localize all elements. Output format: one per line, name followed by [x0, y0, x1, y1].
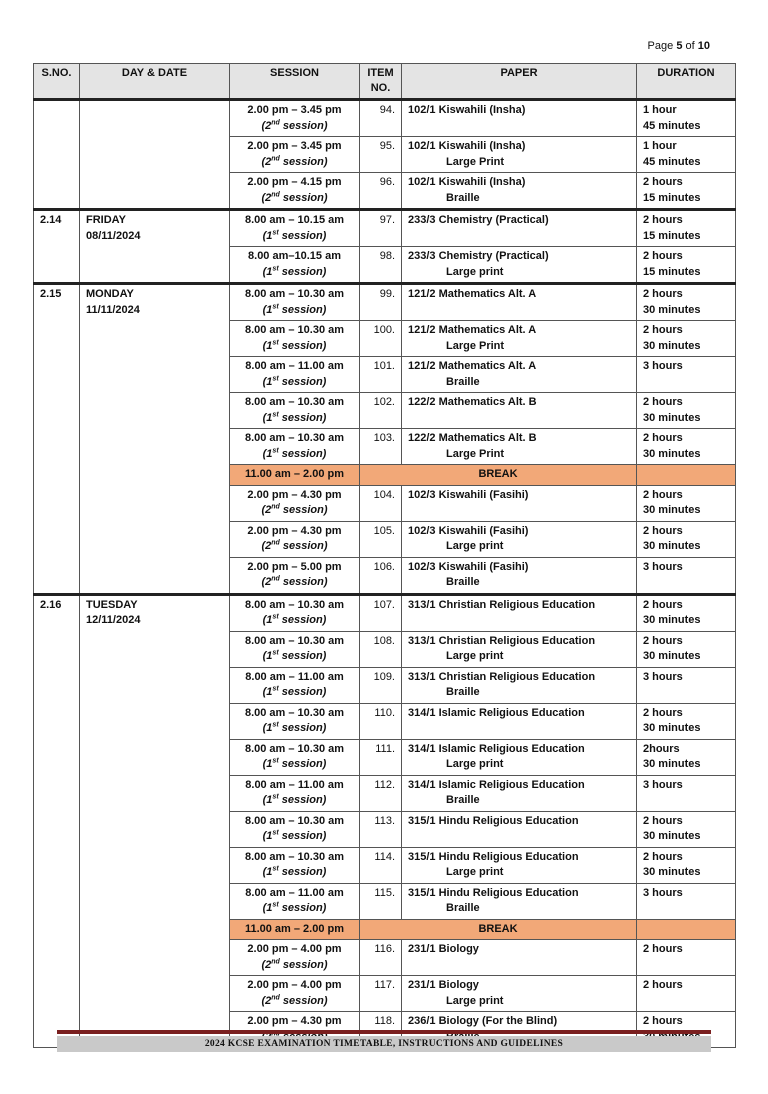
paper-code: 313/1: [408, 598, 436, 611]
paper-code: 231/1: [408, 943, 436, 955]
session-time: 2.00 pm – 4.30 pm: [247, 1015, 342, 1027]
table-row: [34, 210, 736, 247]
duration-hours: 3 hours: [643, 778, 683, 791]
session-label: (1st session): [262, 302, 327, 316]
paper-name: Mathematics Alt. B: [438, 396, 537, 408]
paper-name: Kiswahili (Fasihi): [438, 524, 529, 537]
session-label: (1st session): [262, 649, 327, 662]
session-cell: [230, 210, 360, 247]
session-time: 8.00 am – 11.00 am: [245, 778, 344, 791]
duration-hours: 2 hours: [643, 943, 683, 955]
duration-cell: [637, 883, 736, 919]
duration-cell: [637, 485, 736, 521]
duration-cell: [637, 557, 736, 594]
duration-minutes: 30 minutes: [643, 722, 701, 734]
duration-minutes: 30 minutes: [643, 504, 701, 516]
paper-name: Islamic Religious Education: [438, 706, 585, 719]
paper-name: Islamic Religious Education: [438, 778, 585, 791]
session-cell: [230, 739, 360, 775]
duration-hours: 2 hours: [643, 524, 683, 537]
session-time: 8.00 am – 11.00 am: [245, 360, 344, 372]
item-number-cell: 113.: [360, 811, 402, 847]
session-cell: [230, 940, 360, 976]
paper-code: 315/1: [408, 850, 436, 863]
session-cell: [230, 485, 360, 521]
table-row: [34, 100, 736, 137]
item-number-cell: 97.: [360, 210, 402, 247]
duration-hours: 3 hours: [643, 670, 683, 683]
paper-code: 122/2: [408, 432, 436, 444]
session-cell: [230, 631, 360, 667]
day-name: TUESDAY: [86, 598, 138, 611]
paper-code: 102/3: [408, 524, 436, 537]
session-label: (2nd session): [261, 539, 328, 552]
paper-variant: Large print: [446, 866, 504, 878]
paper-cell: [402, 284, 637, 321]
duration-cell: [637, 173, 736, 210]
duration-hours: 3 hours: [643, 560, 683, 573]
duration-cell: [637, 521, 736, 557]
session-label: (1st session): [262, 793, 327, 806]
session-label: (2nd session): [261, 190, 328, 204]
paper-variant: Large Print: [446, 155, 505, 168]
session-cell: [230, 521, 360, 557]
paper-code: 233/3: [408, 250, 436, 262]
paper-code: 314/1: [408, 706, 436, 719]
day-name: FRIDAY: [86, 214, 126, 226]
duration-hours: 2 hours: [643, 432, 683, 444]
duration-cell: [637, 976, 736, 1012]
duration-cell: [637, 429, 736, 465]
duration-minutes: 15 minutes: [643, 229, 701, 242]
header-day-date: DAY & DATE: [80, 64, 230, 100]
break-time-cell: 11.00 am – 2.00 pm: [230, 465, 360, 486]
session-time: 8.00 am – 10.15 am: [244, 214, 345, 226]
duration-hours: 2 hours: [643, 1015, 683, 1027]
paper-cell: [402, 485, 637, 521]
item-number-cell: 111.: [360, 739, 402, 775]
session-label: (1st session): [262, 721, 327, 734]
paper-variant: Large print: [446, 540, 504, 552]
page-label: Page: [647, 40, 674, 52]
session-label: (1st session): [262, 865, 327, 878]
session-label: (1st session): [262, 613, 327, 626]
session-time: 2.00 pm – 4.00 pm: [247, 943, 342, 955]
break-label: BREAK: [360, 919, 637, 940]
break-time-cell: 11.00 am – 2.00 pm: [230, 919, 360, 940]
paper-cell: [402, 847, 637, 883]
duration-minutes: 30 minutes: [643, 339, 701, 352]
duration-minutes: 30 minutes: [643, 411, 701, 424]
page-footer: 2024 KCSE EXAMINATION TIMETABLE, INSTRUCTIONS AND GUIDELINES: [57, 1036, 711, 1052]
paper-name: Kiswahili (Insha): [438, 140, 526, 152]
session-label: (1st session): [262, 829, 327, 842]
item-number-cell: 114.: [360, 847, 402, 883]
paper-name: Islamic Religious Education: [438, 742, 585, 755]
paper-cell: [402, 210, 637, 247]
paper-name: Christian Religious Education: [438, 670, 596, 683]
duration-cell: [637, 739, 736, 775]
duration-hours: 3 hours: [643, 886, 683, 899]
duration-cell: [637, 321, 736, 357]
paper-code: 102/3: [408, 488, 436, 501]
session-label: (1st session): [262, 685, 327, 698]
duration-hours: 2hours: [643, 742, 680, 755]
duration-cell: [637, 247, 736, 284]
session-cell: [230, 357, 360, 393]
paper-cell: [402, 703, 637, 739]
paper-cell: [402, 521, 637, 557]
duration-hours: 2 hours: [643, 288, 683, 300]
session-time: 8.00 am–10.15 am: [248, 250, 341, 262]
item-number-cell: 101.: [360, 357, 402, 393]
item-number-cell: 108.: [360, 631, 402, 667]
paper-code: 314/1: [408, 778, 436, 791]
paper-code: 236/1: [408, 1015, 436, 1027]
paper-name: Biology (For the Blind): [438, 1015, 558, 1027]
paper-code: 313/1: [408, 634, 436, 647]
table-row: [34, 284, 736, 321]
session-cell: [230, 321, 360, 357]
paper-code: 233/3: [408, 214, 436, 226]
paper-code: 121/2: [408, 360, 436, 372]
session-cell: [230, 976, 360, 1012]
day-date-cell: [80, 594, 230, 1048]
duration-hours: 2 hours: [643, 850, 683, 863]
serial-number-cell: 2.15: [34, 284, 80, 595]
session-cell: [230, 100, 360, 137]
session-cell: [230, 883, 360, 919]
paper-code: 122/2: [408, 396, 436, 408]
duration-cell: [637, 667, 736, 703]
paper-variant: Braille: [446, 794, 480, 806]
duration-hours: 2 hours: [643, 396, 683, 408]
session-cell: [230, 393, 360, 429]
paper-code: 121/2: [408, 288, 436, 300]
day-date-cell: [80, 210, 230, 284]
paper-cell: [402, 429, 637, 465]
header-paper: PAPER: [402, 64, 637, 100]
session-label: (1st session): [262, 374, 327, 388]
day-date-cell: [80, 284, 230, 595]
break-duration-cell: [637, 465, 736, 486]
session-time: 8.00 am – 10.30 am: [244, 324, 345, 336]
item-number-cell: 107.: [360, 594, 402, 631]
session-time: 8.00 am – 10.30 am: [244, 396, 345, 408]
duration-hours: 2 hours: [643, 176, 683, 188]
duration-cell: [637, 284, 736, 321]
item-number-cell: 102.: [360, 393, 402, 429]
paper-name: Kiswahili (Fasihi): [438, 560, 529, 573]
session-cell: [230, 557, 360, 594]
paper-name: Christian Religious Education: [438, 634, 596, 647]
session-label: (2nd session): [261, 118, 328, 132]
paper-name: Chemistry (Practical): [438, 250, 549, 262]
paper-name: Hindu Religious Education: [438, 814, 579, 827]
paper-name: Chemistry (Practical): [438, 214, 549, 226]
item-number-cell: 99.: [360, 284, 402, 321]
session-cell: [230, 847, 360, 883]
date-value: 11/11/2024: [86, 303, 140, 316]
item-number-cell: 98.: [360, 247, 402, 284]
paper-cell: [402, 940, 637, 976]
paper-cell: [402, 137, 637, 173]
table-row: [34, 594, 736, 631]
session-label: (2nd session): [261, 503, 328, 516]
duration-hours: 2 hours: [643, 814, 683, 827]
session-label: (1st session): [262, 410, 327, 424]
paper-code: 121/2: [408, 324, 436, 336]
duration-hours: 1 hour: [643, 140, 677, 152]
paper-cell: [402, 594, 637, 631]
paper-cell: [402, 775, 637, 811]
session-cell: [230, 594, 360, 631]
duration-cell: [637, 100, 736, 137]
duration-cell: [637, 393, 736, 429]
duration-hours: 2 hours: [643, 488, 683, 501]
paper-code: 315/1: [408, 886, 436, 899]
paper-cell: [402, 811, 637, 847]
session-cell: [230, 429, 360, 465]
paper-name: Mathematics Alt. B: [438, 432, 537, 444]
duration-hours: 2 hours: [643, 706, 683, 719]
paper-variant: Large Print: [446, 447, 505, 460]
paper-cell: [402, 247, 637, 284]
session-cell: [230, 247, 360, 284]
duration-minutes: 30 minutes: [643, 614, 701, 626]
duration-cell: [637, 631, 736, 667]
paper-code: 102/3: [408, 560, 436, 573]
duration-hours: 2 hours: [643, 634, 683, 647]
date-value: 08/11/2024: [86, 229, 141, 242]
paper-variant: Large print: [446, 265, 504, 278]
paper-cell: [402, 883, 637, 919]
paper-cell: [402, 557, 637, 594]
table-header-row: [34, 64, 736, 100]
session-label: (2nd session): [261, 957, 328, 971]
session-time: 2.00 pm – 4.30 pm: [247, 524, 342, 537]
page-total: 10: [697, 40, 710, 52]
duration-minutes: 30 minutes: [643, 540, 701, 552]
session-time: 2.00 pm – 4.15 pm: [247, 176, 342, 188]
break-duration-cell: [637, 919, 736, 940]
paper-cell: [402, 173, 637, 210]
paper-variant: Braille: [446, 902, 480, 914]
day-name: MONDAY: [86, 288, 134, 300]
duration-cell: [637, 137, 736, 173]
paper-name: Kiswahili (Insha): [438, 104, 526, 116]
duration-hours: 3 hours: [643, 360, 683, 372]
paper-variant: Large print: [446, 650, 504, 662]
paper-cell: [402, 100, 637, 137]
paper-variant: Large print: [446, 758, 504, 770]
header-session: SESSION: [230, 64, 360, 100]
item-number-cell: 95.: [360, 137, 402, 173]
paper-code: 231/1: [408, 979, 436, 991]
paper-code: 314/1: [408, 742, 436, 755]
paper-cell: [402, 631, 637, 667]
session-cell: [230, 811, 360, 847]
session-label: (1st session): [262, 446, 327, 460]
duration-minutes: 15 minutes: [643, 265, 701, 278]
session-cell: [230, 284, 360, 321]
header-duration: DURATION: [637, 64, 736, 100]
duration-minutes: 30 minutes: [643, 830, 701, 842]
session-time: 8.00 am – 10.30 am: [244, 850, 345, 863]
paper-cell: [402, 739, 637, 775]
session-time: 8.00 am – 10.30 am: [244, 814, 345, 827]
item-number-cell: 110.: [360, 703, 402, 739]
page-of: of: [685, 40, 695, 52]
item-number-cell: 103.: [360, 429, 402, 465]
duration-cell: [637, 594, 736, 631]
paper-name: Kiswahili (Insha): [438, 176, 526, 188]
page-current: 5: [676, 40, 683, 52]
duration-cell: [637, 847, 736, 883]
session-time: 2.00 pm – 3.45 pm: [247, 140, 342, 152]
duration-hours: 2 hours: [643, 214, 683, 226]
duration-cell: [637, 811, 736, 847]
paper-code: 313/1: [408, 670, 436, 683]
item-number-cell: 117.: [360, 976, 402, 1012]
duration-hours: 2 hours: [643, 324, 683, 336]
item-number-cell: 118.: [360, 1012, 402, 1048]
paper-cell: [402, 976, 637, 1012]
paper-name: Christian Religious Education: [438, 598, 596, 611]
duration-hours: 2 hours: [643, 598, 683, 611]
item-number-cell: 100.: [360, 321, 402, 357]
item-number-cell: 116.: [360, 940, 402, 976]
item-number-cell: 109.: [360, 667, 402, 703]
paper-name: Mathematics Alt. A: [438, 360, 537, 372]
session-label: (1st session): [262, 901, 327, 914]
header-sno: S.NO.: [34, 64, 80, 100]
session-time: 2.00 pm – 3.45 pm: [247, 104, 342, 116]
item-number-cell: 106.: [360, 557, 402, 594]
session-cell: [230, 173, 360, 210]
item-number-cell: 105.: [360, 521, 402, 557]
duration-cell: [637, 940, 736, 976]
duration-hours: 2 hours: [643, 250, 683, 262]
item-number-cell: 112.: [360, 775, 402, 811]
break-label: BREAK: [360, 465, 637, 486]
paper-code: 102/1: [408, 140, 436, 152]
duration-minutes: 30 minutes: [643, 866, 701, 878]
session-cell: [230, 137, 360, 173]
session-time: 2.00 pm – 5.00 pm: [247, 560, 342, 573]
duration-hours: 1 hour: [643, 104, 677, 116]
paper-variant: Braille: [446, 686, 480, 698]
paper-name: Hindu Religious Education: [438, 886, 579, 899]
session-time: 8.00 am – 10.30 am: [244, 598, 345, 611]
session-time: 2.00 pm – 4.00 pm: [247, 979, 342, 991]
session-label: (1st session): [262, 264, 327, 278]
session-time: 8.00 am – 10.30 am: [244, 742, 345, 755]
day-date-cell: [80, 100, 230, 210]
session-label: (2nd session): [261, 993, 328, 1007]
session-time: 2.00 pm – 4.30 pm: [247, 488, 342, 501]
duration-cell: [637, 210, 736, 247]
session-label: (2nd session): [261, 575, 328, 588]
session-time: 8.00 am – 11.00 am: [245, 670, 344, 683]
duration-minutes: 30 minutes: [643, 447, 701, 460]
paper-variant: Large print: [446, 994, 504, 1007]
paper-cell: [402, 321, 637, 357]
session-cell: [230, 667, 360, 703]
session-time: 8.00 am – 10.30 am: [244, 706, 345, 719]
serial-number-cell: 2.14: [34, 210, 80, 284]
table-body: [34, 100, 736, 1048]
paper-name: Kiswahili (Fasihi): [438, 488, 529, 501]
item-number-cell: 115.: [360, 883, 402, 919]
item-number-cell: 104.: [360, 485, 402, 521]
session-time: 8.00 am – 10.30 am: [244, 634, 345, 647]
exam-timetable: [33, 63, 736, 1048]
session-time: 8.00 am – 10.30 am: [244, 288, 345, 300]
paper-name: Mathematics Alt. A: [438, 288, 537, 300]
page-number: [648, 40, 710, 52]
duration-hours: 2 hours: [643, 979, 683, 991]
duration-minutes: 30 minutes: [643, 303, 701, 316]
paper-cell: [402, 667, 637, 703]
paper-cell: [402, 357, 637, 393]
duration-minutes: 45 minutes: [643, 119, 701, 132]
session-cell: [230, 703, 360, 739]
paper-cell: [402, 393, 637, 429]
paper-code: 102/1: [408, 176, 436, 188]
session-label: (1st session): [262, 338, 327, 352]
paper-name: Hindu Religious Education: [438, 850, 579, 863]
footer-rule: [57, 1030, 711, 1034]
duration-cell: [637, 703, 736, 739]
duration-minutes: 30 minutes: [643, 758, 701, 770]
session-cell: [230, 775, 360, 811]
paper-variant: Braille: [446, 375, 480, 388]
serial-number-cell: 2.16: [34, 594, 80, 1048]
duration-minutes: 15 minutes: [643, 191, 701, 204]
paper-name: Biology: [438, 979, 479, 991]
session-time: 8.00 am – 11.00 am: [245, 886, 344, 899]
date-value: 12/11/2024: [86, 614, 141, 626]
session-label: (1st session): [262, 228, 327, 242]
paper-code: 102/1: [408, 104, 436, 116]
duration-minutes: 30 minutes: [643, 650, 701, 662]
paper-variant: Braille: [446, 576, 480, 588]
paper-code: 315/1: [408, 814, 436, 827]
paper-variant: Braille: [446, 191, 480, 204]
duration-cell: [637, 357, 736, 393]
session-time: 8.00 am – 10.30 am: [244, 432, 345, 444]
duration-cell: [637, 775, 736, 811]
session-label: (2nd session): [261, 154, 328, 168]
paper-name: Biology: [438, 943, 479, 955]
header-item-no: ITEM NO.: [360, 64, 402, 100]
item-number-cell: 94.: [360, 100, 402, 137]
serial-number-cell: [34, 100, 80, 210]
session-label: (1st session): [262, 757, 327, 770]
paper-name: Mathematics Alt. A: [438, 324, 537, 336]
duration-minutes: 45 minutes: [643, 155, 701, 168]
paper-variant: Large Print: [446, 339, 505, 352]
item-number-cell: 96.: [360, 173, 402, 210]
